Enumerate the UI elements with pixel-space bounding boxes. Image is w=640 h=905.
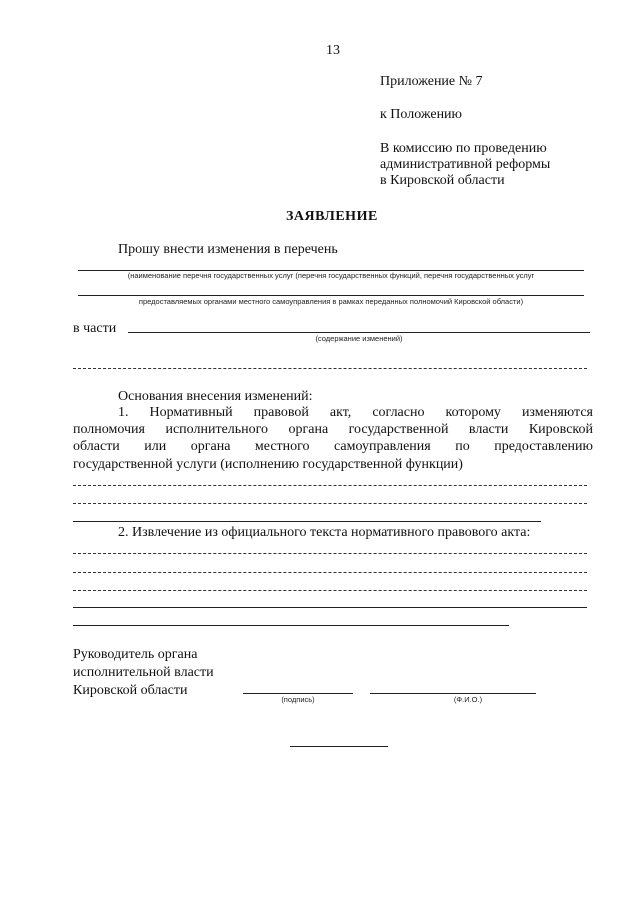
item1-fill-line-2[interactable] [73,503,587,504]
grounds-heading: Основания внесения изменений: [118,389,313,404]
item1-line-4: государственной услуги (исполнению государственной функции) [73,457,463,472]
caption-list-line-2: предоставляемых органами местного самоуправления в рамках переданных полномочий Кировской области) [138,297,524,306]
signature-line[interactable] [243,693,353,694]
in-part-line[interactable] [128,332,590,333]
item2-fill-line-2[interactable] [73,572,587,573]
request-text: Прошу внести изменения в перечень [118,242,338,257]
item1-line-1-text: 1. Нормативный правовой акт, согласно которому изменяются [118,405,593,420]
caption-content: (содержание изменений) [315,334,403,343]
item1-line-1 [73,404,593,421]
addressee-line-3: в Кировской области [380,173,505,188]
list-name-line-2[interactable] [78,295,584,296]
closing-rule [290,746,388,747]
item1-line-2: полномочия исполнительного органа государственной власти Кировской [73,422,593,437]
item1-fill-line-1[interactable] [73,485,587,486]
appendix-number: Приложение № 7 [380,74,483,89]
item2-fill-line-4[interactable] [73,607,587,608]
caption-signature: (подпись) [281,695,315,704]
signer-line-3: Кировской области [73,683,188,698]
item2-text: 2. Извлечение из официального текста нормативного правового акта: [118,525,531,540]
item2-fill-line-1[interactable] [73,553,587,554]
page-number: 13 [326,43,340,58]
signer-line-1: Руководитель органа [73,647,198,662]
to-regulation: к Положению [380,107,463,122]
name-line[interactable] [370,693,536,694]
signer-line-2: исполнительной власти [73,665,214,680]
item2-fill-line-3[interactable] [73,590,587,591]
caption-name: (Ф.И.О.) [453,695,483,704]
item1-line-3: области или органа местного самоуправления по предоставлению [73,439,593,454]
addressee-line-1: В комиссию по проведению [380,141,547,156]
document-title: ЗАЯВЛЕНИЕ [286,209,378,224]
addressee-line-2: административной реформы [380,157,551,172]
item2-fill-line-5[interactable] [73,625,509,626]
in-part-label: в части [73,321,117,336]
item1-fill-line-3[interactable] [73,521,541,522]
content-line-2[interactable] [73,368,587,369]
caption-list-line-1: (наименование перечня государственных услуг (перечня государственных функций, перечня государственных услуг [127,271,535,280]
